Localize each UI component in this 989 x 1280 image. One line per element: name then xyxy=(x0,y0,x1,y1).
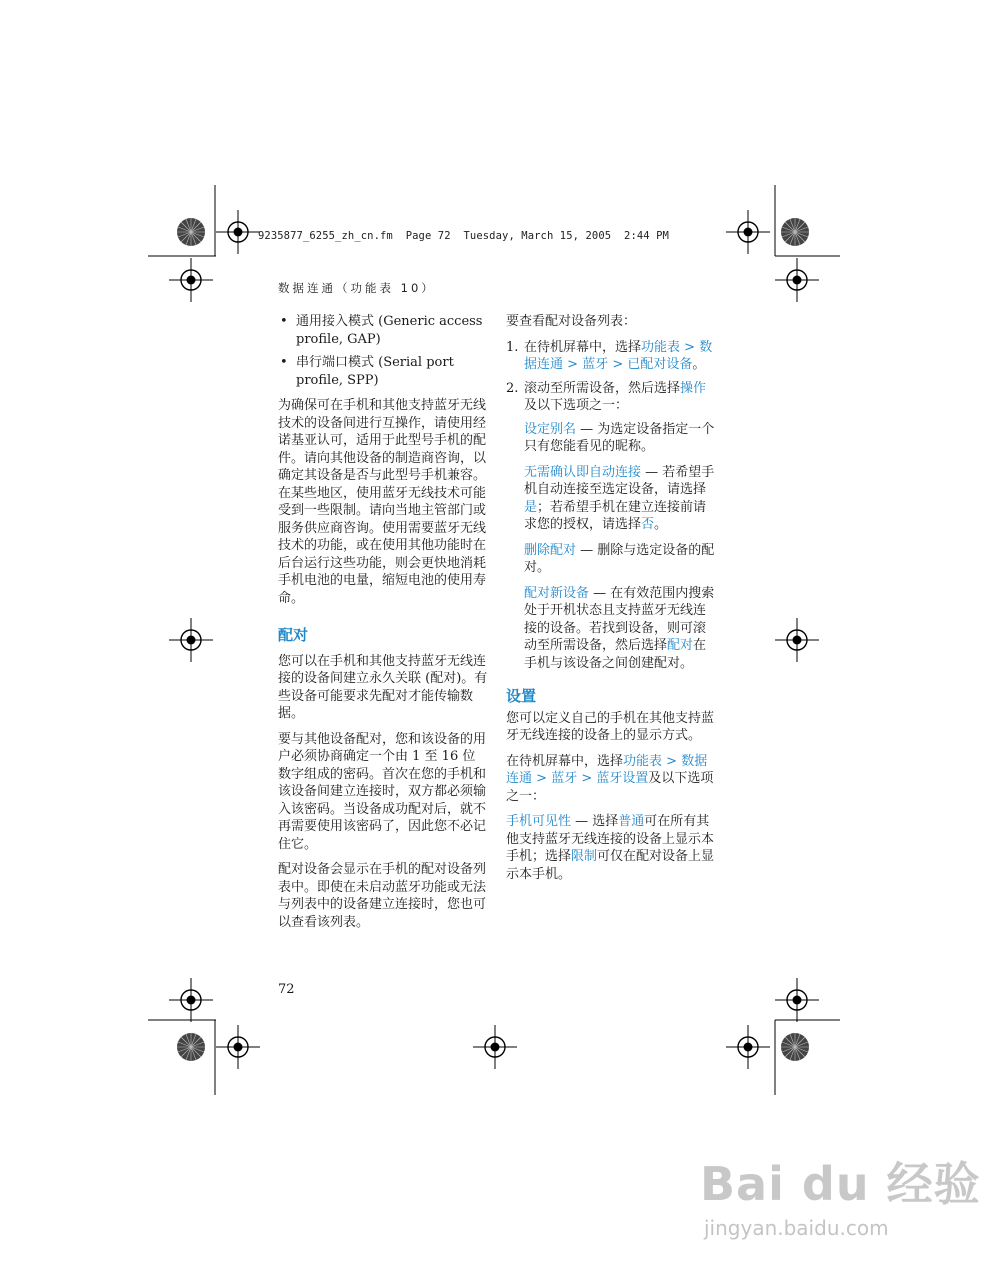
text: 在待机屏幕中，选择 xyxy=(506,753,624,769)
interoperability-paragraph: 为确保可在手机和其他支持蓝牙无线技术的设备间进行互操作，请使用经诺基亚认可，适用于此型号手机的配件。请向其他设备的制造商咨询，以确定其设备是否与此型号手机兼容。在某些地区，使用蓝牙无线技术可能受到一些限制。请向当地主管部门或服务供应商咨询。使用需要蓝牙无线技术的功能，或在使用其他功能时在后台运行这些功能，则会更快地消耗手机电池的电量，缩短电池的使用寿命。 xyxy=(278,398,487,606)
menu-term: 删除配对 xyxy=(524,542,577,558)
menu-term: 蓝牙 xyxy=(582,357,609,372)
text: 。 xyxy=(692,357,706,372)
steps-list xyxy=(506,339,718,673)
page-number: 72 xyxy=(278,982,295,997)
separator: > xyxy=(563,357,583,372)
paragraph: 要查看配对设备列表： xyxy=(506,314,637,329)
menu-term: 数据连通 xyxy=(524,339,713,372)
separator: > xyxy=(680,339,700,355)
pairing-heading: 配对 xyxy=(278,626,309,644)
paragraph: 要与其他设备配对，您和该设备的用户必须协商确定一个由 1 至 16 位数字组成的密码。首次在您的手机和该设备间建立连接时，双方都必须输入该密码。当设备成功配对后，就不再需要使用该密码了，因此您不必记住它。 xyxy=(278,731,487,852)
text: — 选择 xyxy=(571,814,619,829)
text: 可仅在配对设备上显示本手机。 xyxy=(506,849,715,882)
text: — 若希望手机自动连接至选定设备，请选择 xyxy=(524,464,715,497)
text: ；若希望手机在建立连接前请求您的授权，请选择 xyxy=(524,499,707,532)
step-number: 2. xyxy=(506,380,519,396)
phone-visibility-paragraph xyxy=(506,813,718,883)
watermark-url: jingyan.baidu.com xyxy=(704,1216,889,1240)
text: 及以下选项之一： xyxy=(524,398,629,413)
step-number: 1. xyxy=(506,339,519,355)
settings-path-paragraph xyxy=(506,753,718,806)
menu-term: 限制 xyxy=(571,849,598,864)
text: 在手机与该设备之间创建配对。 xyxy=(524,638,707,671)
menu-term: 是 xyxy=(524,499,538,515)
menu-term: 设定别名 xyxy=(524,421,577,437)
list-item: • 串行端口模式 (Serial port profile, SPP) xyxy=(278,354,488,389)
menu-term: 手机可见性 xyxy=(506,814,572,829)
step-1 xyxy=(506,339,718,374)
menu-term: 蓝牙 xyxy=(551,771,578,786)
menu-term: 功能表 xyxy=(641,339,681,355)
file-info: 9235877_6255_zh_cn.fm Page 72 Tuesday, March 15, 2005 2:44 PM xyxy=(258,230,669,242)
paragraph: 您可以定义自己的手机在其他支持蓝牙无线连接的设备上的显示方式。 xyxy=(506,710,715,743)
menu-term: 否 xyxy=(641,517,655,532)
option-pair-new-device xyxy=(524,585,718,673)
menu-term: 数据连通 xyxy=(506,753,708,786)
menu-term: 配对 xyxy=(667,638,694,653)
paragraph: 您可以在手机和其他支持蓝牙无线连接的设备间建立永久关联 (配对)。有些设备可能要求先配对才能传输数据。 xyxy=(278,653,488,721)
separator: > xyxy=(577,771,597,786)
list-item: • 通用接入模式 (Generic access profile, GAP) xyxy=(278,313,488,348)
option-auto-connect xyxy=(524,464,718,534)
option-set-nickname xyxy=(524,421,718,456)
text: 滚动至所需设备，然后选择 xyxy=(524,380,681,396)
separator: > xyxy=(662,753,682,769)
menu-term: 功能表 xyxy=(623,753,663,769)
menu-term: 普通 xyxy=(618,814,645,829)
menu-term: 操作 xyxy=(680,380,707,396)
text: — 在有效范围内搜索处于开机状态且支持蓝牙无线连接的设备。若找到设备，则可滚动至所需设备，然后选择 xyxy=(524,585,715,653)
baidu-watermark xyxy=(700,1148,981,1240)
text: 可在所有其他支持蓝牙无线连接的设备上显示本手机；选择 xyxy=(506,814,715,864)
settings-heading: 设置 xyxy=(506,687,537,705)
menu-term: 配对新设备 xyxy=(524,585,590,601)
text: 。 xyxy=(654,517,668,532)
watermark-logo: Bai du 经验 xyxy=(700,1157,981,1211)
right-column xyxy=(506,313,718,891)
profile-list xyxy=(278,313,488,389)
menu-term: 蓝牙设置 xyxy=(596,771,649,786)
step-2 xyxy=(506,380,718,673)
text: — 为选定设备指定一个只有您能看见的昵称。 xyxy=(524,421,715,454)
separator: > xyxy=(608,357,628,372)
running-head: 数据连通（功能表 10） xyxy=(278,281,436,295)
separator: > xyxy=(532,771,552,786)
menu-term: 已配对设备 xyxy=(627,357,693,372)
option-delete-pairing xyxy=(524,542,718,577)
left-column xyxy=(278,313,488,939)
middle-marks xyxy=(169,618,819,662)
top-marks xyxy=(148,185,840,302)
text: 在待机屏幕中，选择 xyxy=(524,339,642,355)
bottom-marks xyxy=(148,978,840,1095)
text: — 删除与选定设备的配对。 xyxy=(524,542,715,575)
paragraph: 配对设备会显示在手机的配对设备列表中。即使在未启动蓝牙功能或无法与列表中的设备建立连接时，您也可以查看该列表。 xyxy=(278,862,487,930)
menu-term: 无需确认即自动连接 xyxy=(524,464,642,480)
text: 及以下选项之一： xyxy=(506,771,714,804)
